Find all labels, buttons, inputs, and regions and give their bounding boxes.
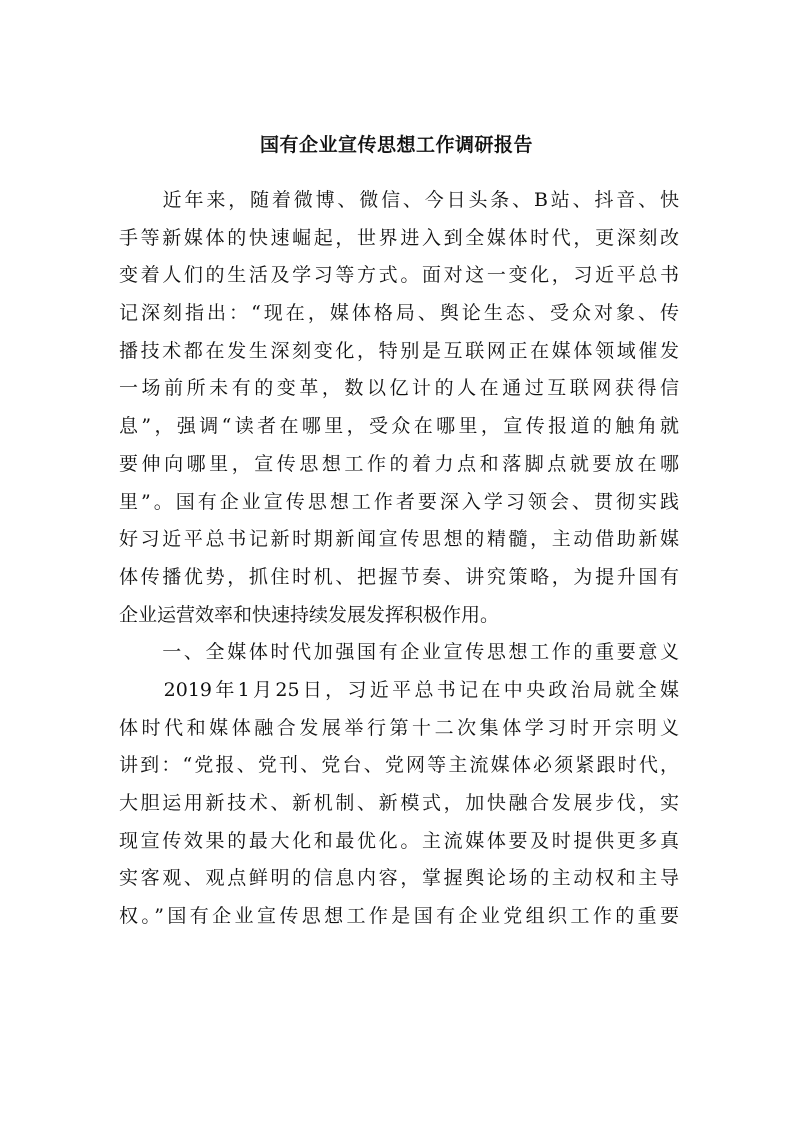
text-line: 近年来，随着微博、微信、今日头条、B站、抖音、快 [119, 189, 679, 211]
text-line: 息”，强调“读者在哪里，受众在哪里，宣传报道的触角就 [119, 415, 679, 438]
text-line: 一场前所未有的变革，数以亿计的人在通过互联网获得信 [119, 377, 679, 400]
text-line: 要伸向哪里，宣传思想工作的着力点和落脚点就要放在哪 [119, 452, 679, 475]
text-line: 2019年1月25日，习近平总书记在中央政治局就全媒 [119, 678, 679, 701]
text-line: 讲到：“党报、党刊、党台、党网等主流媒体必须紧跟时代， [119, 754, 679, 777]
text-line: 记深刻指出：“现在，媒体格局、舆论生态、受众对象、传 [119, 302, 679, 325]
text-line: 权。”国有企业宣传思想工作是国有企业党组织工作的重要 [119, 905, 679, 928]
text-line: 体传播优势，抓住时机、把握节奏、讲究策略，为提升国有 [119, 565, 679, 588]
text-line: 变着人们的生活及学习等方式。面对这一变化，习近平总书 [119, 264, 679, 287]
text-line: 播技术都在发生深刻变化，特别是互联网正在媒体领域催发 [119, 339, 679, 362]
section-heading: 一、全媒体时代加强国有企业宣传思想工作的重要意义 [119, 641, 679, 664]
text-line: 大胆运用新技术、新机制、新模式，加快融合发展步伐，实 [119, 792, 679, 814]
text-line: 现宣传效果的最大化和最优化。主流媒体要及时提供更多真 [119, 829, 679, 852]
text-line: 企业运营效率和快速持续发展发挥积极作用。 [119, 603, 500, 626]
document-body [119, 182, 679, 936]
text-line: 里”。国有企业宣传思想工作者要深入学习领会、贯彻实践 [119, 490, 679, 513]
document-title: 国有企业宣传思想工作调研报告 [259, 134, 533, 156]
text-line: 实客观、观点鲜明的信息内容，掌握舆论场的主动权和主导 [119, 867, 679, 890]
text-line: 体时代和媒体融合发展举行第十二次集体学习时开宗明义 [119, 716, 679, 739]
text-line: 好习近平总书记新时期新闻宣传思想的精髓，主动借助新媒 [119, 528, 679, 551]
text-line: 手等新媒体的快速崛起，世界进入到全媒体时代，更深刻改 [119, 226, 679, 249]
